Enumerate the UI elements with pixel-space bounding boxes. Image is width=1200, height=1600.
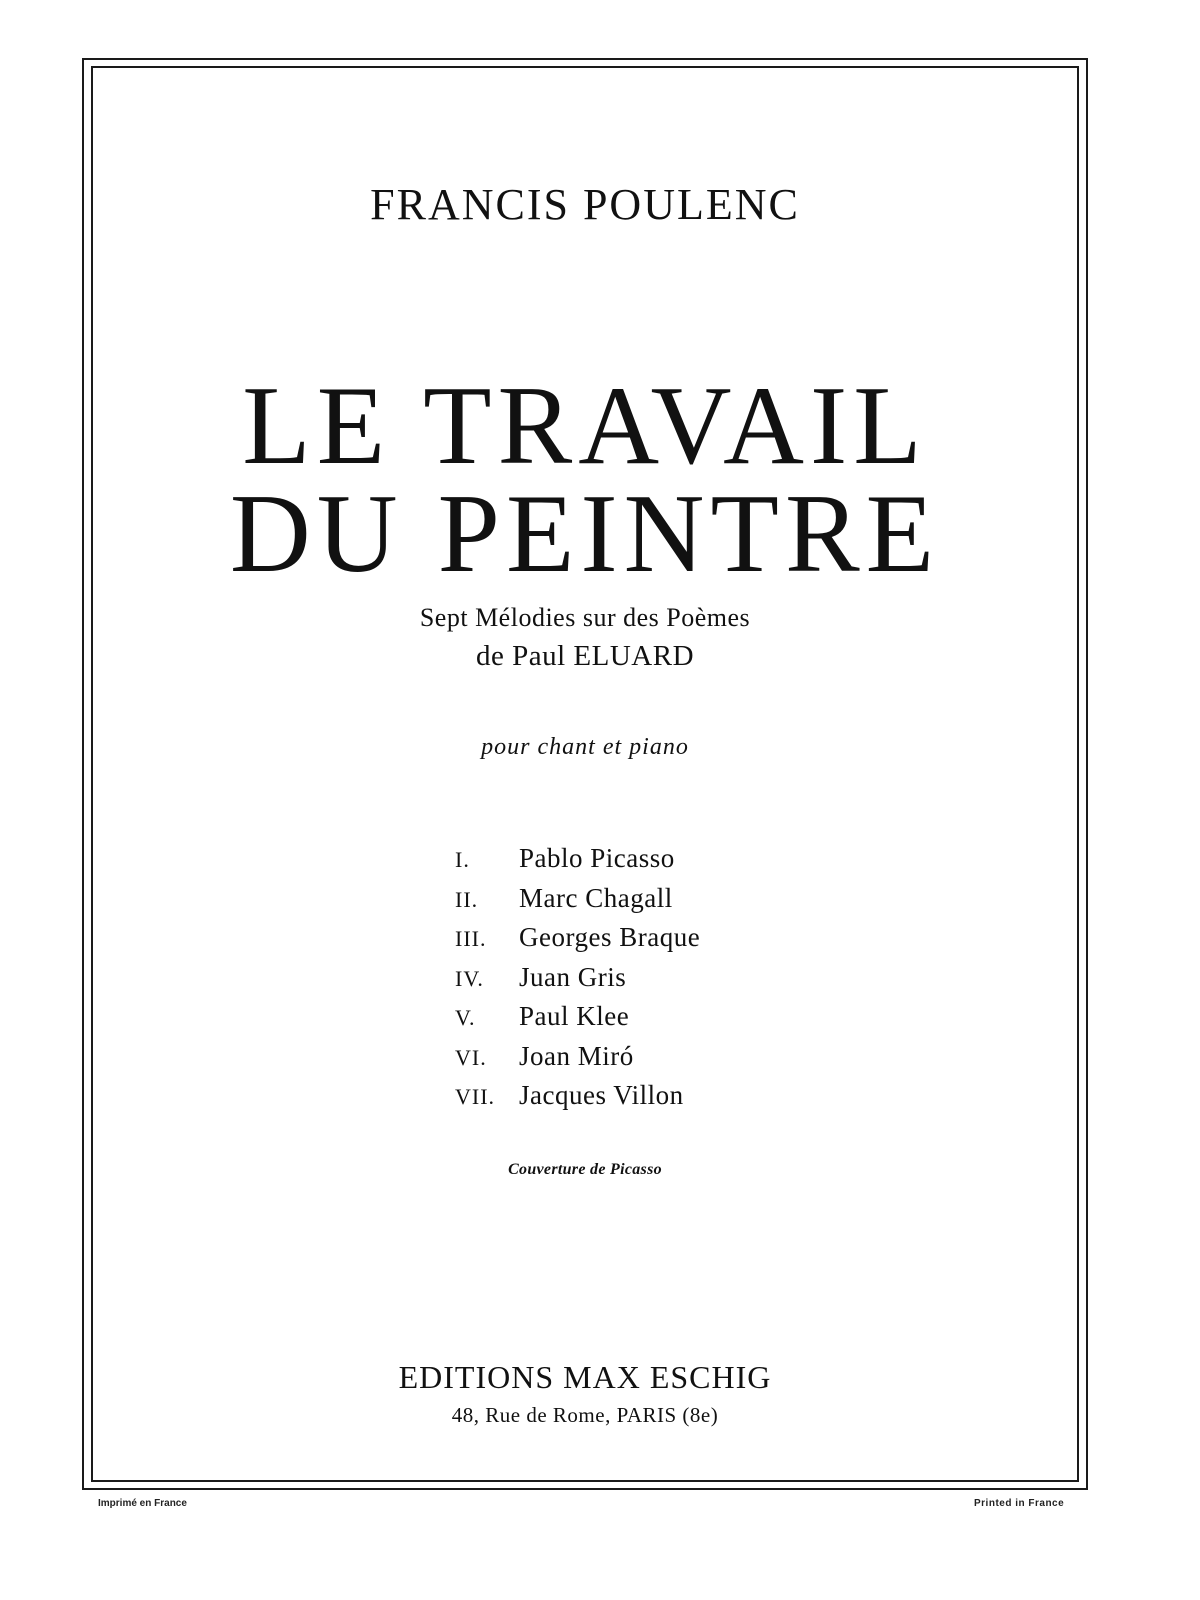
printed-note-english: Printed in France	[974, 1498, 1065, 1509]
instrumentation: pour chant et piano	[481, 734, 689, 760]
song-number: II.	[455, 886, 479, 912]
song-number: III.	[455, 926, 487, 951]
song-item	[455, 1076, 700, 1116]
song-number: VII.	[455, 1084, 496, 1109]
song-title: Marc Chagall	[519, 882, 673, 913]
song-list	[455, 839, 700, 1116]
title-line-2: DU PEINTRE	[229, 472, 941, 596]
title-line-1: LE TRAVAIL	[242, 364, 928, 488]
song-title: Joan Miró	[519, 1040, 634, 1071]
song-title: Pablo Picasso	[519, 843, 675, 873]
song-item	[455, 879, 700, 919]
subtitle-line-2: de Paul ELUARD	[475, 640, 695, 672]
cover-credit: Couverture de Picasso	[508, 1161, 662, 1178]
composer-name: FRANCIS POULENC	[370, 180, 800, 229]
song-number: I.	[455, 847, 470, 872]
inner-border-frame	[91, 66, 1079, 1482]
song-item	[455, 997, 700, 1037]
song-number: IV.	[455, 965, 484, 991]
song-item	[455, 958, 700, 998]
subtitle-line-1: Sept Mélodies sur des Poèmes	[419, 603, 751, 632]
song-item	[455, 1037, 700, 1077]
song-number: VI.	[455, 1044, 487, 1070]
song-item	[455, 839, 700, 879]
song-item	[455, 918, 700, 958]
publisher-name: EDITIONS MAX ESCHIG	[398, 1359, 772, 1395]
song-title: Paul Klee	[519, 1001, 630, 1031]
printed-note-french: Imprimé en France	[98, 1498, 187, 1509]
song-title: Jacques Villon	[519, 1080, 684, 1110]
song-title: Georges Braque	[519, 922, 701, 952]
song-number: V.	[455, 1005, 476, 1030]
publisher-address: 48, Rue de Rome, PARIS (8e)	[451, 1403, 719, 1427]
song-title: Juan Gris	[519, 961, 627, 992]
